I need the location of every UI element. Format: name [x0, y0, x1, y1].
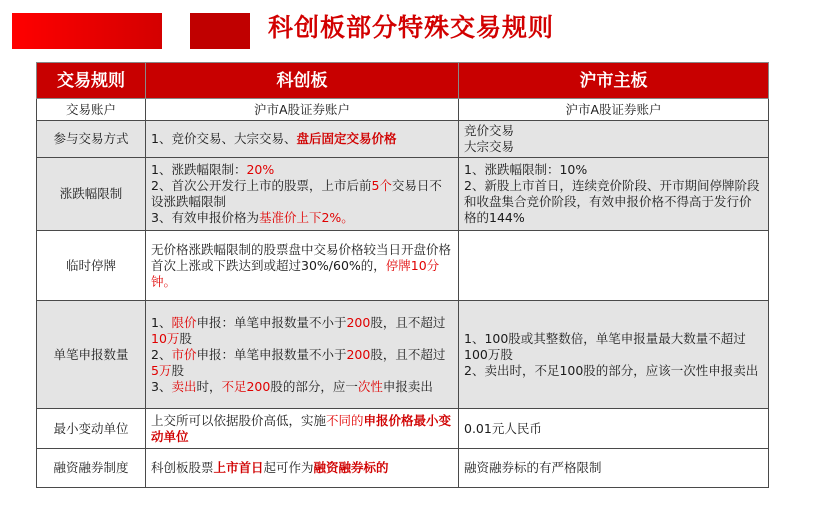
star-limit-cell: [146, 158, 459, 231]
main-tick-cell: 0.01元人民币: [459, 409, 769, 449]
highlight-text: 不同的: [326, 412, 364, 428]
cell-text: 申报：单笔申报数量不小于: [196, 314, 347, 330]
cell-line: 2、卖出时，不足100股的部分，应该一次性申报卖出: [464, 362, 759, 378]
cell-line: [151, 347, 453, 379]
star-halt-cell: [146, 231, 459, 301]
header-rule: 交易规则: [37, 63, 146, 99]
table-row-account: [37, 99, 769, 121]
cell-text: 股，且不超过: [370, 314, 446, 330]
row-label: 融资融券制度: [37, 449, 146, 488]
highlight-text: 盘后固定交易价格: [296, 131, 397, 146]
cell-text: 交易日不设涨跌幅限制: [151, 178, 442, 209]
cell-text: 股，且不超过: [370, 346, 446, 362]
row-label: 参与交易方式: [37, 121, 146, 158]
highlight-text: 10万: [151, 330, 180, 346]
cell-text: 3、: [151, 378, 172, 394]
star-quantity-cell: [146, 301, 459, 409]
row-label: 临时停牌: [37, 231, 146, 301]
cell-line: [151, 162, 453, 178]
cell-text: 科创板股票: [151, 460, 214, 475]
cell-text: 股的部分，应一: [270, 378, 358, 394]
highlight-text: 次性: [357, 378, 383, 394]
row-label: 涨跌幅限制: [37, 158, 146, 231]
highlight-text: 融资融券标的: [313, 460, 389, 475]
main-account-cell: 沪市A股证券账户: [459, 99, 769, 121]
cell-text: 时，: [196, 378, 222, 394]
highlight-text: 申报价格最小变动单位: [151, 412, 452, 444]
cell-text: 申报卖出: [382, 378, 433, 394]
table-row-margin: [37, 449, 769, 488]
star-margin-cell: [146, 449, 459, 488]
cell-line: 竞价交易: [464, 123, 515, 138]
cell-line: 1、涨跌幅限制：10%: [464, 162, 588, 177]
header-main-board: 沪市主板: [459, 63, 769, 99]
cell-line: [151, 315, 453, 347]
table-row-halt: [37, 231, 769, 301]
highlight-text: 200: [346, 346, 371, 362]
row-label: 交易账户: [37, 99, 146, 121]
row-label: 单笔申报数量: [37, 301, 146, 409]
highlight-text: 基准价上下2%。: [258, 210, 354, 225]
star-account-cell: 沪市A股证券账户: [146, 99, 459, 121]
cell-line: 2、新股上市首日，连续竞价阶段、开市期间停牌阶段和收盘集合竞价阶段，有效申报价格不得高于发行价格的144%: [464, 178, 760, 225]
star-tick-cell: [146, 409, 459, 449]
main-method-cell: [459, 121, 769, 158]
highlight-text: 5万: [151, 362, 172, 378]
cell-text: 起可作为: [263, 460, 314, 475]
highlight-text: 5个: [371, 178, 392, 193]
highlight-text: 20%: [246, 162, 275, 177]
header-star-market: 科创板: [146, 63, 459, 99]
highlight-text: 上市首日: [213, 460, 264, 475]
table-row-quantity: [37, 301, 769, 409]
cell-line: [151, 379, 453, 395]
highlight-text: 卖出: [171, 378, 197, 394]
cell-line: [151, 178, 453, 210]
cell-text: 股: [171, 362, 184, 378]
table-row-limit: [37, 158, 769, 231]
cell-line: 1、100股或其整数倍，单笔申报量最大数量不超过100万股: [464, 330, 746, 362]
main-limit-cell: [459, 158, 769, 231]
cell-text: 1、涨跌幅限制：: [151, 162, 247, 177]
cell-text: 1、: [151, 314, 172, 330]
row-label: 最小变动单位: [37, 409, 146, 449]
highlight-text: 市价: [171, 346, 197, 362]
highlight-text: 停牌10分钟。: [151, 257, 440, 289]
page-title: 科创板部分特殊交易规则: [268, 13, 555, 42]
cell-text: 3、有效申报价格为: [151, 210, 259, 225]
main-quantity-cell: [459, 301, 769, 409]
highlight-text: 限价: [171, 314, 197, 330]
title-decoration-block: [190, 13, 250, 49]
main-margin-cell: 融资融券标的有严格限制: [459, 449, 769, 488]
table-row-tick: [37, 409, 769, 449]
rules-table: [36, 62, 769, 488]
highlight-text: 不足200: [221, 378, 271, 394]
cell-text: 上交所可以依据股价高低，实施: [151, 412, 327, 428]
title-decoration-bar: [12, 13, 162, 49]
star-method-cell: [146, 121, 459, 158]
cell-text: 2、: [151, 346, 172, 362]
cell-line: [151, 210, 453, 226]
cell-text: 1、竞价交易、大宗交易、: [151, 131, 297, 146]
cell-text: 申报：单笔申报数量不小于: [196, 346, 347, 362]
cell-line: 大宗交易: [464, 139, 515, 154]
cell-text: 无价格涨跌幅限制的股票盘中交易价格较当日开盘价格首次上涨或下跌达到或超过30%/60%的，: [151, 241, 452, 273]
cell-text: 股: [179, 330, 192, 346]
main-halt-cell: [459, 231, 769, 301]
cell-text: 2、首次公开发行上市的股票，上市后前: [151, 178, 372, 193]
table-header-row: [37, 63, 769, 99]
highlight-text: 200: [346, 314, 371, 330]
table-row-method: [37, 121, 769, 158]
